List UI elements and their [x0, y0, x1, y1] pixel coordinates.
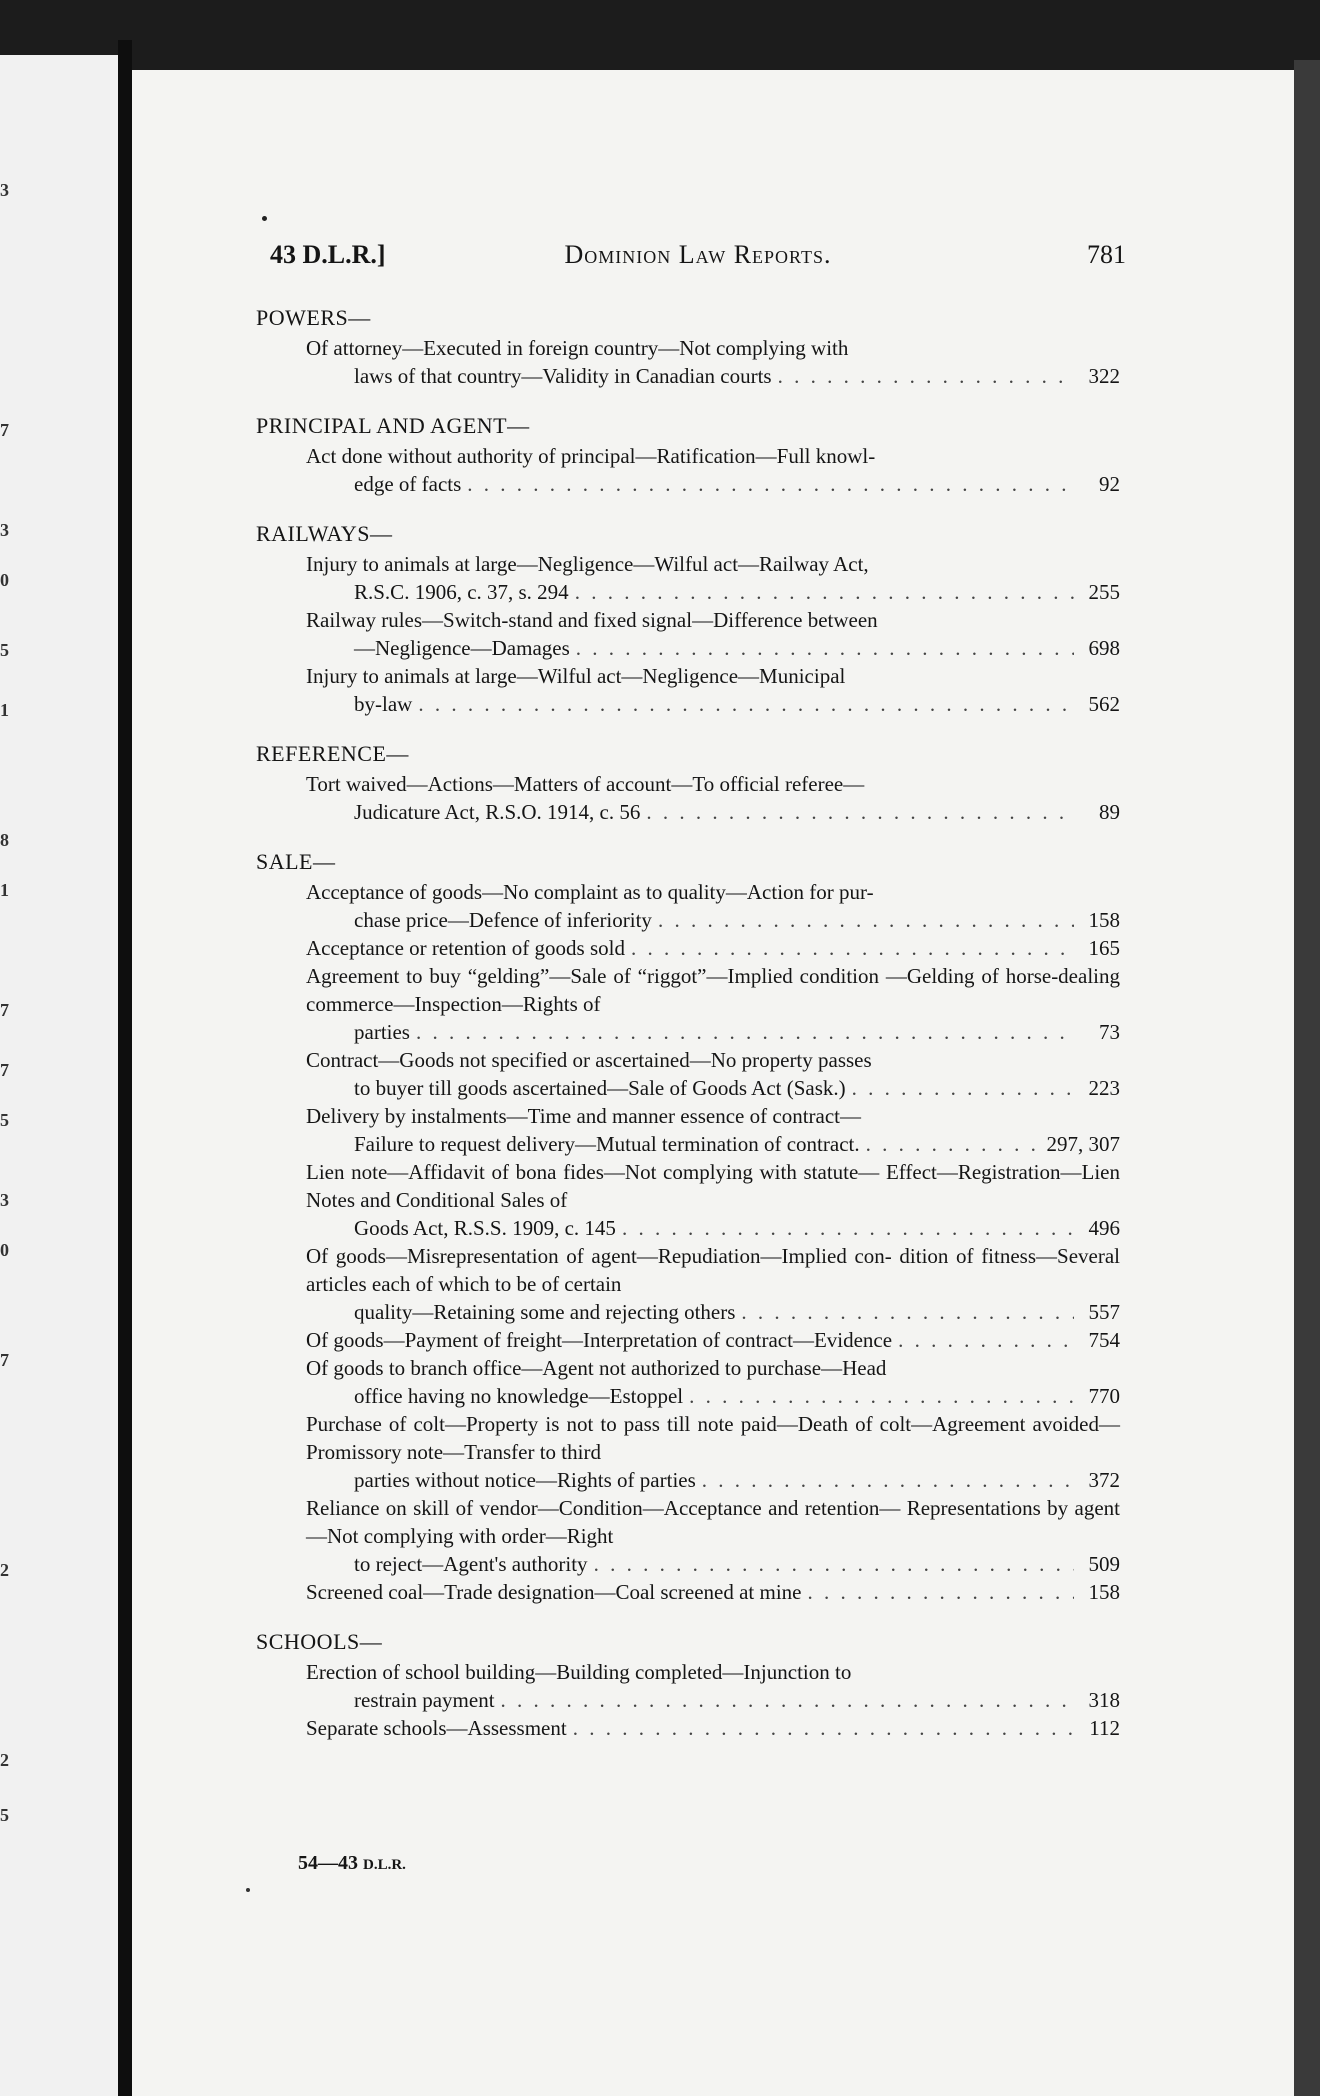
page-reference: 318 [1088, 1688, 1120, 1712]
dot-leader [576, 634, 1074, 662]
index-entry [256, 1046, 1120, 1102]
entry-leader-line [256, 1686, 1120, 1714]
index-entry [256, 1494, 1120, 1578]
dot-leader [807, 1578, 1074, 1606]
entry-leader-line [256, 1018, 1120, 1046]
entry-text: Contract—Goods not specified or ascertained—No property passes [306, 1048, 872, 1072]
dot-leader [418, 690, 1074, 718]
entry-leader-line [256, 934, 1120, 962]
page-reference: 509 [1088, 1552, 1120, 1576]
entry-last-line: to reject—Agent's authority [354, 1552, 588, 1576]
index-entry [256, 1158, 1120, 1242]
entry-text: Injury to animals at large—Negligence—Wilful act—Railway Act, [306, 552, 869, 576]
section-heading: SALE— [256, 849, 336, 874]
page-reference: 297, 307 [1046, 1132, 1120, 1156]
section-heading: SCHOOLS— [256, 1629, 383, 1654]
index-section [256, 412, 1120, 498]
previous-page-character: 5 [0, 640, 9, 660]
page-reference: 112 [1089, 1716, 1120, 1740]
entry-last-line: restrain payment [354, 1688, 495, 1712]
entry-last-line: laws of that country—Validity in Canadian courts [354, 364, 772, 388]
book-gutter [118, 40, 132, 2096]
entry-leader-line [256, 798, 1120, 826]
entry-leader-line [256, 906, 1120, 934]
entry-last-line: Screened coal—Trade designation—Coal screened at mine [306, 1580, 802, 1604]
ink-speck [246, 1888, 250, 1892]
index-entry [256, 1714, 1120, 1742]
entry-last-line: by-law [354, 692, 413, 716]
page-reference: 754 [1088, 1328, 1120, 1352]
section-heading: POWERS— [256, 305, 371, 330]
entry-leader-line [256, 578, 1120, 606]
entry-last-line: to buyer till goods ascertained—Sale of Goods Act (Sask.) [354, 1076, 846, 1100]
previous-page-character: 3 [0, 180, 9, 200]
previous-page-character: 3 [0, 1190, 9, 1210]
entry-text: Injury to animals at large—Wilful act—Negligence—Municipal [306, 664, 846, 688]
previous-page-character: 1 [0, 880, 9, 900]
page-reference: 165 [1088, 936, 1120, 960]
entry-leader-line [256, 1130, 1120, 1158]
page-reference: 770 [1088, 1384, 1120, 1408]
index-entry [256, 1578, 1120, 1606]
entry-leader-line [256, 1074, 1120, 1102]
entry-last-line: Goods Act, R.S.S. 1909, c. 145 [354, 1216, 616, 1240]
entry-text: Reliance on skill of vendor—Condition—Acceptance and retention— Representations by agent—Not complying with order—Right [306, 1496, 1120, 1548]
running-header [270, 240, 1126, 280]
dot-leader [658, 906, 1074, 934]
dot-leader [702, 1466, 1074, 1494]
index-section [256, 304, 1120, 390]
entry-last-line: Of goods—Payment of freight—Interpretation of contract—Evidence [306, 1328, 893, 1352]
page-number: 781 [1087, 240, 1126, 269]
entry-text: Of goods—Misrepresentation of agent—Repudiation—Implied con- dition of fitness—Several articles each of which to be of certain [306, 1244, 1120, 1296]
entry-text: Act done without authority of principal—Ratification—Full knowl- [306, 444, 876, 468]
page-reference: 322 [1088, 364, 1120, 388]
previous-page-character: 2 [0, 1750, 9, 1770]
entry-leader-line [256, 1214, 1120, 1242]
entry-last-line: quality—Retaining some and rejecting others [354, 1300, 736, 1324]
entry-text: Acceptance of goods—No complaint as to quality—Action for pur- [306, 880, 874, 904]
page-reference: 557 [1088, 1300, 1120, 1324]
entry-last-line: parties without notice—Rights of parties [354, 1468, 696, 1492]
entry-text: Agreement to buy “gelding”—Sale of “riggot”—Implied condition —Gelding of horse-dealing commerce—Inspection—Rights of [306, 964, 1120, 1016]
previous-page-character: 8 [0, 830, 9, 850]
scan-right-border [1294, 60, 1320, 2096]
page-reference: 73 [1099, 1020, 1120, 1044]
previous-page-edge [0, 55, 118, 2096]
entry-leader-line [256, 1578, 1120, 1606]
index-entry [256, 1410, 1120, 1494]
page-reference: 92 [1099, 472, 1120, 496]
dot-leader [575, 578, 1074, 606]
previous-page-character: 1 [0, 700, 9, 720]
publication-title: Dominion Law Reports. [564, 240, 832, 269]
index-entry [256, 1326, 1120, 1354]
entry-last-line: Separate schools—Assessment [306, 1716, 567, 1740]
entry-text: Lien note—Affidavit of bona fides—Not complying with statute— Effect—Registration—Lien Notes and Conditional Sales of [306, 1160, 1120, 1212]
dot-leader [646, 798, 1074, 826]
entry-last-line: parties [354, 1020, 410, 1044]
index-entry [256, 934, 1120, 962]
section-heading: REFERENCE— [256, 741, 409, 766]
index-entry [256, 1658, 1120, 1714]
previous-page-character: 7 [0, 1060, 9, 1080]
entry-leader-line [256, 690, 1120, 718]
dot-leader [852, 1074, 1074, 1102]
entry-last-line: Acceptance or retention of goods sold [306, 936, 625, 960]
section-heading: RAILWAYS— [256, 521, 393, 546]
previous-page-character: 7 [0, 420, 9, 440]
index-entry [256, 1102, 1120, 1158]
entry-leader-line [256, 1298, 1120, 1326]
entry-leader-line [256, 1714, 1120, 1742]
index-entry [256, 442, 1120, 498]
entry-text: Erection of school building—Building completed—Injunction to [306, 1660, 852, 1684]
index-entry [256, 662, 1120, 718]
page-reference: 223 [1088, 1076, 1120, 1100]
index-section [256, 520, 1120, 718]
dot-leader [467, 470, 1074, 498]
index-entry [256, 878, 1120, 934]
dot-leader [573, 1714, 1074, 1742]
index-entry [256, 334, 1120, 390]
signature-number: 54—43 [298, 1852, 358, 1874]
entry-last-line: office having no knowledge—Estoppel [354, 1384, 684, 1408]
previous-page-character: 2 [0, 1560, 9, 1580]
index-entry [256, 770, 1120, 826]
dot-leader [622, 1214, 1074, 1242]
index-entry [256, 606, 1120, 662]
index-entry [256, 1354, 1120, 1410]
entry-leader-line [256, 362, 1120, 390]
previous-page-character: 7 [0, 1000, 9, 1020]
page-reference: 158 [1088, 908, 1120, 932]
previous-page-character: 7 [0, 1350, 9, 1370]
index-entry [256, 962, 1120, 1046]
page-reference: 372 [1088, 1468, 1120, 1492]
page-reference: 562 [1088, 692, 1120, 716]
dot-leader [594, 1550, 1074, 1578]
dot-leader [778, 362, 1074, 390]
previous-page-character: 5 [0, 1110, 9, 1130]
dot-leader [416, 1018, 1074, 1046]
entry-text: Of attorney—Executed in foreign country—Not complying with [306, 336, 849, 360]
signature-label: D.L.R. [363, 1857, 406, 1873]
section-heading: PRINCIPAL AND AGENT— [256, 413, 530, 438]
dot-leader [741, 1298, 1074, 1326]
entry-leader-line [256, 1550, 1120, 1578]
volume-label: 43 D.L.R.] [270, 240, 386, 269]
previous-page-character: 3 [0, 520, 9, 540]
entry-text: Of goods to branch office—Agent not authorized to purchase—Head [306, 1356, 887, 1380]
entry-leader-line [256, 1326, 1120, 1354]
index-section [256, 848, 1120, 1606]
entry-last-line: chase price—Defence of inferiority [354, 908, 652, 932]
entry-leader-line [256, 470, 1120, 498]
entry-last-line: R.S.C. 1906, c. 37, s. 294 [354, 580, 569, 604]
index-section [256, 740, 1120, 826]
page-reference: 698 [1088, 636, 1120, 660]
entry-leader-line [256, 1382, 1120, 1410]
index-content [256, 304, 1120, 1764]
entry-leader-line [256, 1466, 1120, 1494]
entry-last-line: Failure to request delivery—Mutual termination of contract. [354, 1132, 860, 1156]
dot-leader [898, 1326, 1074, 1354]
previous-page-character: 0 [0, 570, 9, 590]
index-entry [256, 1242, 1120, 1326]
dot-leader [501, 1686, 1074, 1714]
entry-text: Tort waived—Actions—Matters of account—To official referee— [306, 772, 865, 796]
entry-text: Purchase of colt—Property is not to pass till note paid—Death of colt—Agreement avoided—Promissory note—Transfer to third [306, 1412, 1120, 1464]
index-entry [256, 550, 1120, 606]
index-section [256, 1628, 1120, 1742]
previous-page-character: 0 [0, 1240, 9, 1260]
entry-last-line: edge of facts [354, 472, 462, 496]
entry-text: Railway rules—Switch-stand and fixed signal—Difference between [306, 608, 878, 632]
page-reference: 158 [1088, 1580, 1120, 1604]
dot-leader [866, 1130, 1041, 1158]
dot-leader [631, 934, 1074, 962]
entry-last-line: Judicature Act, R.S.O. 1914, c. 56 [354, 800, 641, 824]
page-reference: 89 [1099, 800, 1120, 824]
signature-mark [298, 1852, 406, 1875]
ink-speck [262, 216, 267, 221]
entry-text: Delivery by instalments—Time and manner essence of contract— [306, 1104, 861, 1128]
entry-leader-line [256, 634, 1120, 662]
dot-leader [689, 1382, 1074, 1410]
entry-last-line: —Negligence—Damages [354, 636, 570, 660]
page-reference: 496 [1088, 1216, 1120, 1240]
page-reference: 255 [1088, 580, 1120, 604]
previous-page-character: 5 [0, 1805, 9, 1825]
